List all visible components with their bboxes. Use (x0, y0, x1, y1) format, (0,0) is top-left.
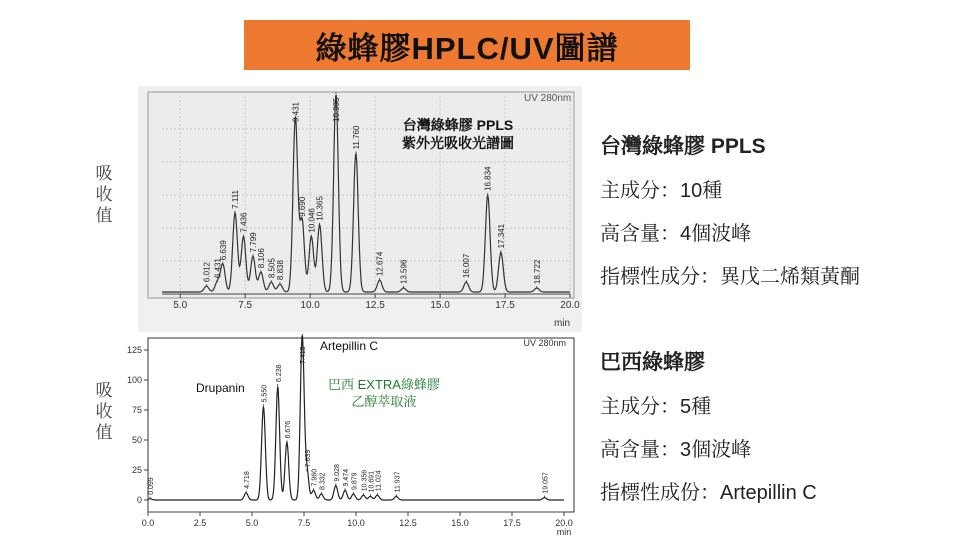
x-tick-label: 12.5 (365, 300, 385, 311)
chromatogram-taiwan (138, 86, 582, 332)
x-tick-label: 10.0 (347, 518, 365, 528)
x-tick-label: 15.0 (430, 300, 450, 311)
panel-line: 高含量：4個波峰 (600, 223, 752, 245)
chart-annotation-line1: 台灣綠蜂膠 PPLS (402, 117, 514, 133)
peak-label: 8.505 (267, 258, 277, 279)
panel-line: 主成分：5種 (600, 396, 712, 418)
x-tick-label: 12.5 (399, 518, 417, 528)
peak-label: 4.718 (244, 471, 252, 489)
x-tick-label: 10.0 (300, 300, 320, 311)
peak-label: 13.596 (399, 259, 409, 285)
peak-label: 9.028 (333, 464, 341, 482)
x-tick-label: 15.0 (451, 518, 469, 528)
peak-name-artepillin: Artepillin C (320, 339, 379, 353)
peak-label: 12.674 (375, 251, 385, 277)
peak-label: 10.356 (361, 469, 369, 492)
peak-label: 6.238 (275, 364, 283, 382)
peak-label: 16.834 (483, 166, 493, 191)
chart-annotation-line2: 乙醇萃取液 (351, 394, 417, 409)
peak-label: 8.838 (275, 260, 285, 281)
panel-heading: 台灣綠蜂膠 PPLS (600, 135, 766, 158)
y-tick-label: 50 (131, 435, 142, 445)
peak-label: 18.722 (532, 259, 542, 285)
peak-label: 5.550 (261, 384, 269, 403)
detector-label: UV 280nm (524, 93, 572, 104)
panel-line: 主成分：10種 (600, 180, 723, 202)
peak-label: 7.436 (239, 212, 249, 233)
x-tick-label: 20.0 (555, 518, 573, 528)
y-axis-char: 吸 (95, 164, 113, 183)
y-axis-char: 值 (95, 423, 113, 442)
chart-annotation-line1: 巴西 EXTRA綠蜂膠 (328, 377, 440, 392)
y-axis-char: 值 (95, 206, 113, 225)
peak-label: 10.365 (315, 196, 325, 221)
peak-label: 7.799 (248, 232, 258, 253)
x-tick-label: 7.5 (238, 300, 253, 311)
peak-label: 7.960 (311, 468, 319, 487)
peak-label: 9.879 (351, 472, 359, 490)
info-panel-brazil (600, 346, 817, 519)
peak-label: 10.995 (331, 97, 341, 122)
peak-label: 8.106 (256, 248, 266, 269)
x-tick-label: 5.0 (173, 300, 188, 311)
peak-name-drupanin: Drupanin (196, 381, 245, 395)
chromatogram-brazil (112, 334, 582, 540)
panel-line: 指標性成分：異戊二烯類黃酮 (600, 266, 860, 288)
y-axis-char: 吸 (95, 381, 113, 400)
panel-line: 高含量：3個波峰 (600, 439, 752, 461)
x-tick-label: 2.5 (193, 518, 207, 528)
chart-annotation-line2: 紫外光吸收光譜圖 (402, 135, 514, 151)
peak-label: 7.111 (231, 189, 241, 209)
peak-label: 6.676 (284, 420, 292, 439)
peak-label: 9.690 (298, 196, 308, 217)
peak-label: 11.937 (394, 471, 402, 493)
peak-label: 9.474 (343, 468, 351, 487)
peak-label: 8.332 (319, 472, 327, 490)
y-tick-label: 75 (131, 405, 142, 415)
peak-label: 6.639 (218, 240, 228, 261)
y-tick-label: 125 (126, 345, 142, 355)
x-tick-label: 7.5 (297, 518, 311, 528)
page-title: 綠蜂膠HPLC/UV圖譜 (244, 20, 690, 70)
panel-heading: 巴西綠蜂膠 (600, 351, 705, 374)
detector-label: UV 280nm (523, 338, 566, 348)
peak-label: 16.007 (462, 253, 472, 279)
peak-label: 17.341 (496, 223, 506, 249)
peak-label: 11.760 (351, 125, 361, 150)
x-tick-label: 17.5 (495, 300, 515, 311)
x-axis-unit: min (556, 527, 572, 537)
peak-label: 11.024 (375, 470, 383, 492)
peak-label: 6.012 (202, 262, 212, 283)
peak-label: 10.046 (307, 208, 317, 233)
info-panel-taiwan (600, 130, 860, 303)
peak-label: 19.057 (542, 472, 550, 494)
x-tick-label: 5.0 (245, 518, 259, 528)
peak-label: 10.691 (368, 470, 376, 493)
peak-label: 7.415 (300, 346, 308, 364)
x-tick-label: 0.0 (141, 518, 155, 528)
peak-label: 0.099 (148, 477, 156, 495)
y-tick-label: 25 (131, 465, 142, 475)
y-axis-label-bottom (94, 380, 114, 443)
y-axis-char: 收 (95, 185, 113, 204)
y-tick-label: 0 (136, 495, 142, 505)
x-tick-label: 20.0 (560, 300, 580, 311)
peak-label: 9.431 (291, 101, 301, 122)
panel-line: 指標性成份：Artepillin C (600, 482, 817, 504)
y-axis-char: 收 (95, 402, 113, 421)
y-axis-label-top (94, 163, 114, 226)
peak-label: 7.639 (304, 449, 312, 468)
peak-label: 6.431 (213, 258, 223, 279)
y-tick-label: 100 (126, 375, 142, 385)
x-axis-unit: min (553, 318, 571, 329)
x-tick-label: 17.5 (503, 518, 521, 528)
